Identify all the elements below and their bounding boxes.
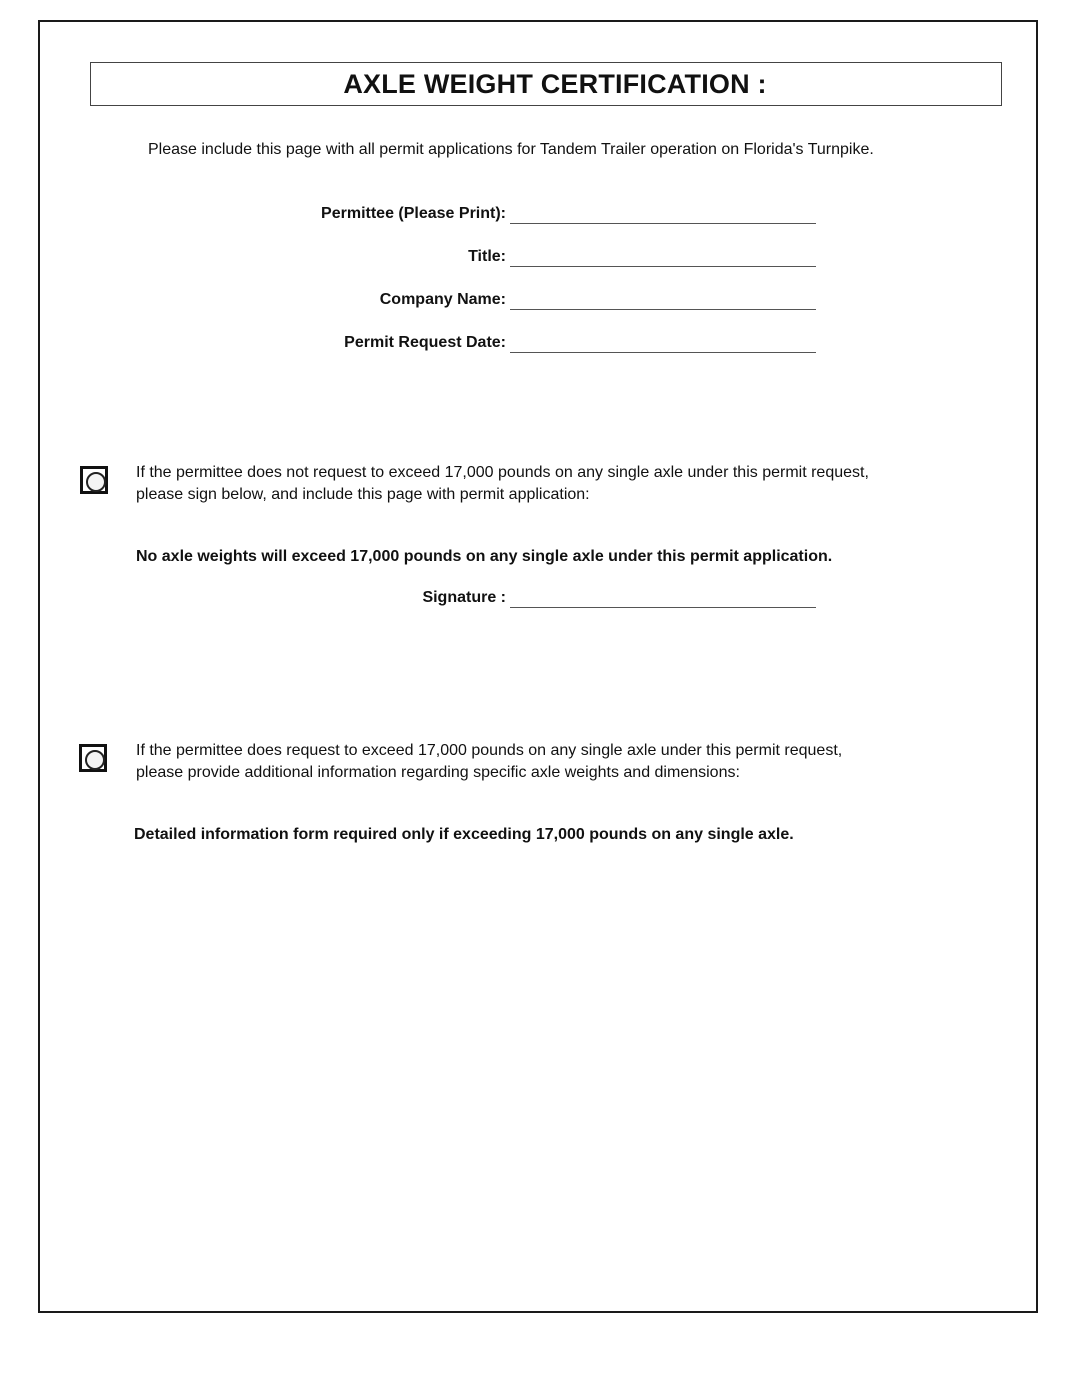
field-permit-request-date	[100, 334, 820, 356]
option-exceed-line-1: If the permittee does request to exceed 17,000 pounds on any single axle under this permit request,	[136, 742, 843, 759]
option-no-exceed-text	[136, 462, 869, 506]
permittee-input-line[interactable]	[510, 223, 816, 224]
option-exceed-text	[136, 740, 842, 784]
checkbox-no-exceed[interactable]	[80, 466, 108, 494]
field-permittee	[100, 205, 820, 227]
exceed-statement: Detailed information form required only if exceeding 17,000 pounds on any single axle.	[134, 826, 794, 843]
option-no-exceed-line-1: If the permittee does not request to exceed 17,000 pounds on any single axle under this permit request,	[136, 464, 869, 481]
signature-label: Signature :	[422, 589, 506, 606]
title-input-line[interactable]	[510, 266, 816, 267]
signature-row	[100, 589, 820, 611]
circle-icon	[86, 472, 106, 492]
field-company-name	[100, 291, 820, 313]
page-title: AXLE WEIGHT CERTIFICATION :	[343, 69, 767, 99]
permittee-label: Permittee (Please Print):	[321, 205, 506, 222]
company-name-label: Company Name:	[379, 291, 506, 308]
title-box	[90, 62, 1002, 106]
title-label: Title:	[468, 248, 506, 265]
no-exceed-statement: No axle weights will exceed 17,000 pounds on any single axle under this permit application.	[136, 548, 833, 565]
option-no-exceed-line-2: please sign below, and include this page with permit application:	[136, 486, 590, 503]
field-title	[100, 248, 820, 270]
permit-request-date-label: Permit Request Date:	[344, 334, 506, 351]
checkbox-exceed[interactable]	[79, 744, 107, 772]
company-name-input-line[interactable]	[510, 309, 816, 310]
permit-request-date-input-line[interactable]	[510, 352, 816, 353]
intro-text: Please include this page with all permit applications for Tandem Trailer operation on Florida's Turnpike.	[148, 141, 874, 158]
option-exceed-line-2: please provide additional information regarding specific axle weights and dimensions:	[136, 764, 740, 781]
circle-icon	[85, 750, 105, 770]
signature-input-line[interactable]	[510, 607, 816, 608]
